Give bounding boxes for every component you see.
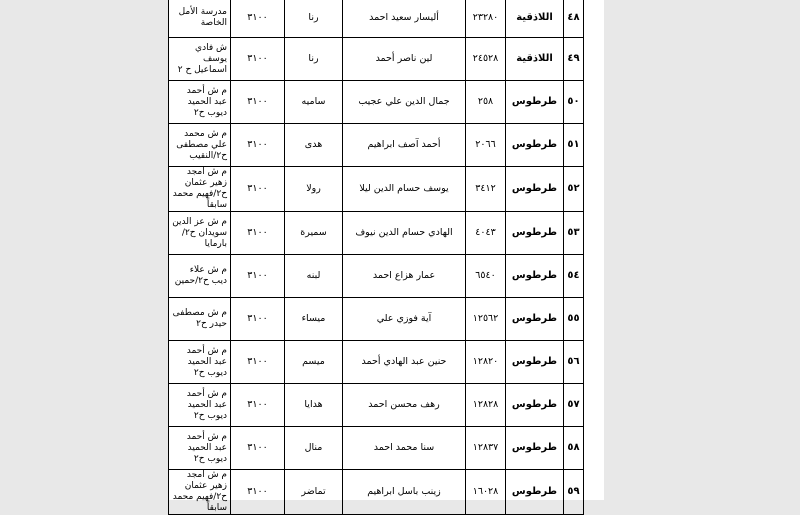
student-name: زينب باسل ابراهيم xyxy=(343,470,466,515)
mother-name: لبنه xyxy=(285,255,343,298)
school-place: م ش عز الدين سويدان ح٢/بارمايا xyxy=(169,212,231,255)
amount-cell: ٣١٠٠ xyxy=(231,0,285,38)
code-cell: ١٢٨٣٧ xyxy=(466,427,506,470)
school-place: م ش محمد علي مصطفى ح٢/النقيب xyxy=(169,124,231,167)
student-name: أحمد آصف ابراهيم xyxy=(343,124,466,167)
table-row xyxy=(169,81,584,124)
row-number: ٤٩ xyxy=(564,38,584,81)
code-cell: ١٢٨٢٠ xyxy=(466,341,506,384)
student-name: آية فوزي علي xyxy=(343,298,466,341)
code-cell: ٤٠٤٣ xyxy=(466,212,506,255)
city-cell: طرطوس xyxy=(506,384,564,427)
row-number: ٥٤ xyxy=(564,255,584,298)
row-number: ٥٩ xyxy=(564,470,584,515)
student-name: سنا محمد احمد xyxy=(343,427,466,470)
school-place: م ش أحمد عبد الحميد ديوب ح٢ xyxy=(169,81,231,124)
city-cell: طرطوس xyxy=(506,81,564,124)
mother-name: منال xyxy=(285,427,343,470)
city-cell: طرطوس xyxy=(506,427,564,470)
mother-name: سميرة xyxy=(285,212,343,255)
row-number: ٥٨ xyxy=(564,427,584,470)
student-name: حنين عبد الهادي أحمد xyxy=(343,341,466,384)
row-number: ٥٠ xyxy=(564,81,584,124)
code-cell: ٢٣٢٨٠ xyxy=(466,0,506,38)
amount-cell: ٣١٠٠ xyxy=(231,167,285,212)
city-cell: طرطوس xyxy=(506,298,564,341)
mother-name: ميساء xyxy=(285,298,343,341)
city-cell: طرطوس xyxy=(506,255,564,298)
mother-name: ميسم xyxy=(285,341,343,384)
row-number: ٥١ xyxy=(564,124,584,167)
student-name: جمال الدين علي عجيب xyxy=(343,81,466,124)
city-cell: اللاذقية xyxy=(506,0,564,38)
code-cell: ١٢٨٢٨ xyxy=(466,384,506,427)
mother-name: رنا xyxy=(285,0,343,38)
table-body xyxy=(169,0,584,515)
city-cell: طرطوس xyxy=(506,470,564,515)
code-cell: ٦٥٤٠ xyxy=(466,255,506,298)
amount-cell: ٣١٠٠ xyxy=(231,255,285,298)
code-cell: ١٦٠٢٨ xyxy=(466,470,506,515)
amount-cell: ٣١٠٠ xyxy=(231,384,285,427)
city-cell: طرطوس xyxy=(506,341,564,384)
mother-name: تماضر xyxy=(285,470,343,515)
school-place: م ش أحمد عبد الحميد ديوب ح٢ xyxy=(169,341,231,384)
table-row xyxy=(169,341,584,384)
amount-cell: ٣١٠٠ xyxy=(231,470,285,515)
table-row xyxy=(169,212,584,255)
school-place: م ش علاء ديب ح٢/حمين xyxy=(169,255,231,298)
school-place: م ش أحمد عبد الحميد ديوب ح٢ xyxy=(169,384,231,427)
school-place: م ش امجد زهير عثمان ح٢/فهيم محمد سابقاً xyxy=(169,470,231,515)
row-number: ٥٢ xyxy=(564,167,584,212)
school-place: م ش امجد زهير عثمان ح٢/فهيم محمد سابقاً xyxy=(169,167,231,212)
amount-cell: ٣١٠٠ xyxy=(231,124,285,167)
row-number: ٥٣ xyxy=(564,212,584,255)
student-name: الهادي حسام الدين نيوف xyxy=(343,212,466,255)
mother-name: هدايا xyxy=(285,384,343,427)
student-name: عمار هزاع احمد xyxy=(343,255,466,298)
row-number: ٥٧ xyxy=(564,384,584,427)
student-name: أليسار سعيد احمد xyxy=(343,0,466,38)
city-cell: طرطوس xyxy=(506,212,564,255)
amount-cell: ٣١٠٠ xyxy=(231,298,285,341)
table-row xyxy=(169,167,584,212)
school-place: مدرسة الأمل الخاصة xyxy=(169,0,231,38)
table-row xyxy=(169,427,584,470)
mother-name: رنا xyxy=(285,38,343,81)
amount-cell: ٣١٠٠ xyxy=(231,81,285,124)
row-number: ٤٨ xyxy=(564,0,584,38)
table-row xyxy=(169,384,584,427)
table-row xyxy=(169,255,584,298)
table-row xyxy=(169,38,584,81)
row-number: ٥٦ xyxy=(564,341,584,384)
school-place: م ش أحمد عبد الحميد ديوب ح٢ xyxy=(169,427,231,470)
table-row xyxy=(169,298,584,341)
table-row xyxy=(169,470,584,515)
row-number: ٥٥ xyxy=(564,298,584,341)
school-place: ش فادي يوسف اسماعيل ح ٢ xyxy=(169,38,231,81)
table-row xyxy=(169,0,584,38)
student-name: لين ناصر أحمد xyxy=(343,38,466,81)
city-cell: طرطوس xyxy=(506,167,564,212)
student-name: رهف محسن احمد xyxy=(343,384,466,427)
amount-cell: ٣١٠٠ xyxy=(231,427,285,470)
amount-cell: ٣١٠٠ xyxy=(231,38,285,81)
mother-name: ساميه xyxy=(285,81,343,124)
code-cell: ١٢٥٦٢ xyxy=(466,298,506,341)
city-cell: طرطوس xyxy=(506,124,564,167)
results-table xyxy=(168,0,584,515)
amount-cell: ٣١٠٠ xyxy=(231,341,285,384)
document-page xyxy=(168,0,604,513)
code-cell: ٢٤٥٢٨ xyxy=(466,38,506,81)
mother-name: رولا xyxy=(285,167,343,212)
code-cell: ٢٥٨ xyxy=(466,81,506,124)
code-cell: ٣٤١٢ xyxy=(466,167,506,212)
mother-name: هدى xyxy=(285,124,343,167)
student-name: يوسف حسام الدين ليلا xyxy=(343,167,466,212)
city-cell: اللاذقية xyxy=(506,38,564,81)
table-row xyxy=(169,124,584,167)
school-place: م ش مصطفى حيدر ح٢ xyxy=(169,298,231,341)
code-cell: ٢٠٦٦ xyxy=(466,124,506,167)
amount-cell: ٣١٠٠ xyxy=(231,212,285,255)
